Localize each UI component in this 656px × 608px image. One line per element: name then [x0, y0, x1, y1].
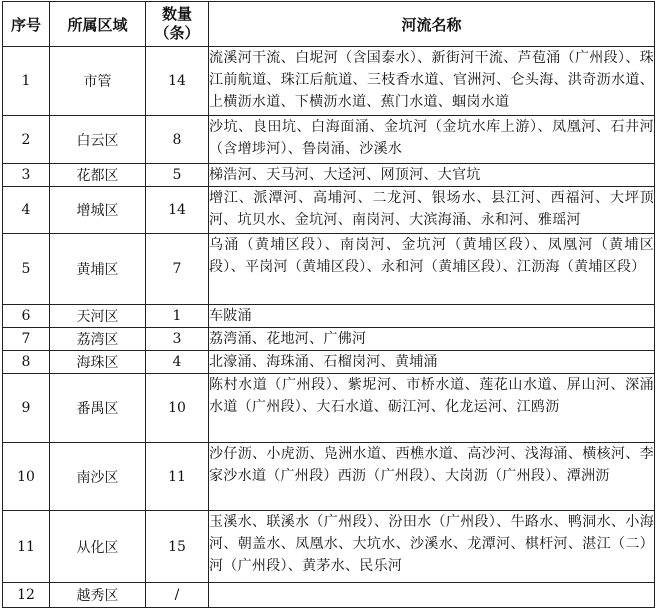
table-row	[3, 47, 655, 116]
row-index: 2	[3, 116, 50, 164]
row-index: 5	[3, 234, 50, 305]
row-region: 越秀区	[50, 583, 146, 608]
row-river-names: 车陂涌	[209, 305, 655, 328]
row-index: 10	[3, 443, 50, 511]
row-river-names: 陈村水道（广州段）、紫坭河、市桥水道、莲花山水道、屏山河、深涌水道（广州段）、大石水道、砺江河、化龙运河、江鸥沥	[209, 374, 655, 443]
table-row	[3, 164, 655, 187]
header-count	[146, 2, 209, 47]
row-river-names: 增江、派潭河、高埔河、二龙河、银场水、县江河、西福河、大坪顶河、坑贝水、金坑河、南岗河、大滨海涌、永和河、雅瑶河	[209, 187, 655, 234]
table-row	[3, 116, 655, 164]
row-region: 南沙区	[50, 443, 146, 511]
header-region: 所属区域	[50, 2, 146, 47]
row-count: 11	[146, 443, 209, 511]
table-row	[3, 305, 655, 328]
row-index: 8	[3, 351, 50, 374]
row-count: 4	[146, 351, 209, 374]
row-river-names: 玉溪水、联溪水（广州段）、汾田水（广州段）、牛路水、鸭洞水、小海河、朝盖水、凤凰水、大坑水、沙溪水、龙潭河、棋杆河、湛江（二）河（广州段）、黄茅水、民乐河	[209, 511, 655, 583]
row-region: 花都区	[50, 164, 146, 187]
row-count: 3	[146, 328, 209, 351]
row-count: 5	[146, 164, 209, 187]
row-index: 1	[3, 47, 50, 116]
row-count: 14	[146, 187, 209, 234]
row-index: 3	[3, 164, 50, 187]
row-count: 14	[146, 47, 209, 116]
row-river-names: 流溪河干流、白坭河（含国泰水）、新街河干流、芦苞涌（广州段）、珠江前航道、珠江后航道、三枝香水道、官洲河、仑头海、洪奇沥水道、上横沥水道、下横沥水道、蕉门水道、蝈岗水道	[209, 47, 655, 116]
row-region: 市管	[50, 47, 146, 116]
table-row	[3, 511, 655, 583]
row-region: 荔湾区	[50, 328, 146, 351]
table-row	[3, 443, 655, 511]
row-index: 4	[3, 187, 50, 234]
row-river-names: 沙坑、良田坑、白海面涌、金坑河（金坑水库上游）、凤凰河、石井河（含增埗河）、鲁岗涌、沙溪水	[209, 116, 655, 164]
row-region: 天河区	[50, 305, 146, 328]
row-region: 增城区	[50, 187, 146, 234]
table-row	[3, 374, 655, 443]
row-river-names: 荔湾涌、花地河、广佛河	[209, 328, 655, 351]
header-count-line2: （条）	[154, 24, 200, 42]
row-count: 1	[146, 305, 209, 328]
row-index: 11	[3, 511, 50, 583]
row-index: 12	[3, 583, 50, 608]
table-row	[3, 351, 655, 374]
row-region: 黄埔区	[50, 234, 146, 305]
row-river-names: 北濠涌、海珠涌、石榴岗河、黄埔涌	[209, 351, 655, 374]
header-count-line1: 数量	[161, 5, 192, 23]
row-region: 番禺区	[50, 374, 146, 443]
header-names: 河流名称	[209, 2, 655, 47]
row-region: 白云区	[50, 116, 146, 164]
row-count: 8	[146, 116, 209, 164]
rivers-table	[2, 1, 655, 608]
row-count: 10	[146, 374, 209, 443]
row-index: 9	[3, 374, 50, 443]
table-header-row	[3, 2, 655, 47]
table-row	[3, 328, 655, 351]
row-count: 7	[146, 234, 209, 305]
row-index: 7	[3, 328, 50, 351]
header-index: 序号	[3, 2, 50, 47]
row-river-names: 梯浩河、天马河、大迳河、网顶河、大官坑	[209, 164, 655, 187]
table-row	[3, 583, 655, 608]
row-count: 15	[146, 511, 209, 583]
table-row	[3, 187, 655, 234]
row-count: /	[146, 583, 209, 608]
row-river-names: 乌涌（黄埔区段）、南岗河、金坑河（黄埔区段）、凤凰河（黄埔区段）、平岗河（黄埔区段）、永和河（黄埔区段）、江沥海（黄埔区段）	[209, 234, 655, 305]
row-river-names	[209, 583, 655, 608]
row-index: 6	[3, 305, 50, 328]
row-region: 从化区	[50, 511, 146, 583]
row-region: 海珠区	[50, 351, 146, 374]
table-row	[3, 234, 655, 305]
row-river-names: 沙仔沥、小虎沥、凫洲水道、西樵水道、高沙河、浅海涌、横核河、李家沙水道（广州段）西沥（广州段）、大岗沥（广州段）、潭洲沥	[209, 443, 655, 511]
